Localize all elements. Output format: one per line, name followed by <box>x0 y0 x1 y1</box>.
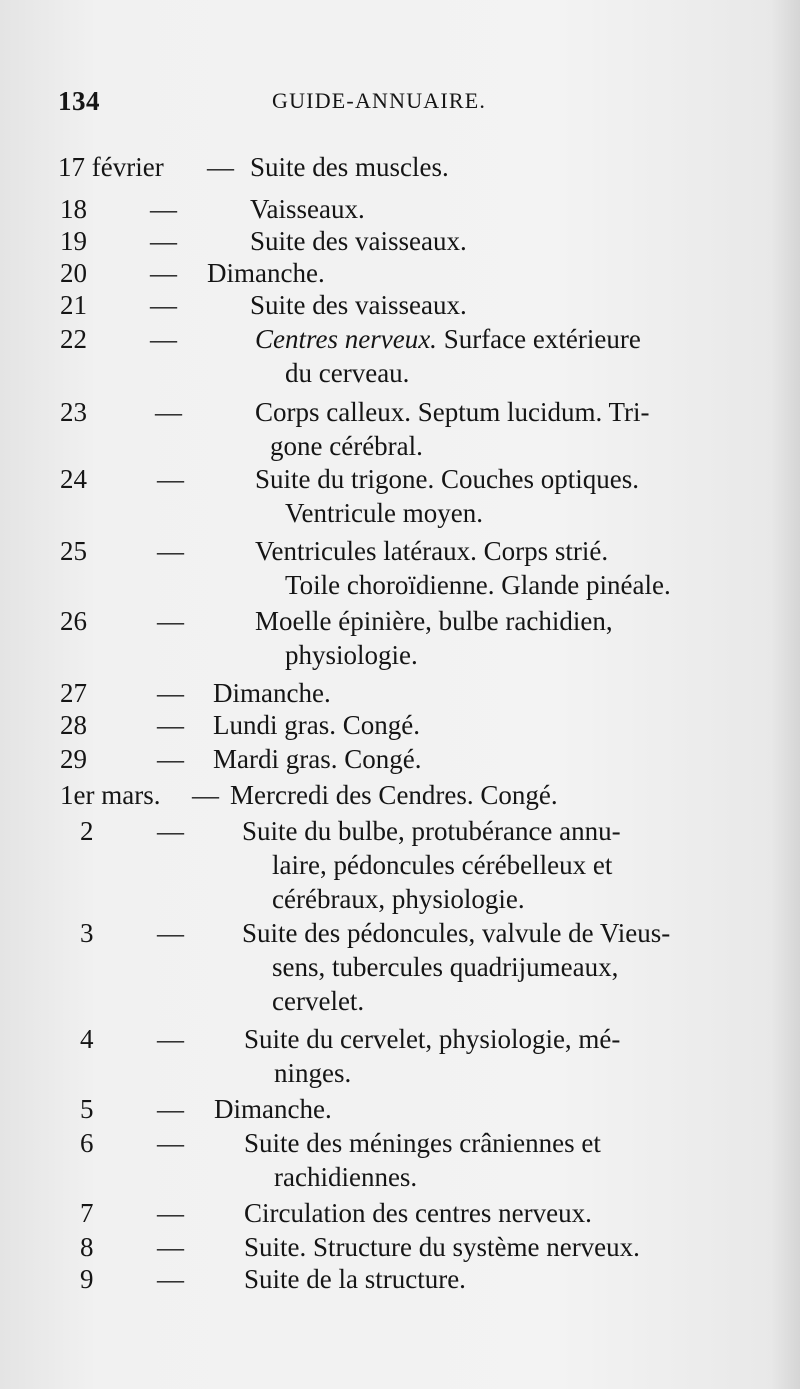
entry-date: 5 <box>80 1094 94 1124</box>
entry-line: du cerveau. <box>285 358 410 388</box>
entry-dash: — <box>157 816 184 846</box>
entry-date: 29 <box>60 744 87 774</box>
entry-date: 27 <box>60 678 87 708</box>
entry-line: Dimanche. <box>213 678 331 708</box>
entry-dash: — <box>157 1232 184 1262</box>
entry-line-italic: Centres nerveux. <box>255 324 437 354</box>
entry-dash: — <box>157 710 184 740</box>
entry-dash: — <box>157 1094 184 1124</box>
entry-dash: — <box>150 290 177 320</box>
entry-line: Ventricule moyen. <box>285 498 483 528</box>
entry-line: physiologie. <box>285 640 418 670</box>
entry-dash: — <box>150 226 177 256</box>
entry-date: 7 <box>80 1198 94 1228</box>
entry-line <box>255 322 641 356</box>
entry-date: 28 <box>60 710 87 740</box>
entry-line: Moelle épinière, bulbe rachidien, <box>255 606 613 636</box>
entry-line-rest: Surface extérieure <box>443 324 641 354</box>
entry-dash: — <box>157 678 184 708</box>
entry-dash: — <box>155 397 182 427</box>
entry-date: 24 <box>60 464 87 494</box>
entry-date: 2 <box>80 816 94 846</box>
entry-line: Suite des pédoncules, valvule de Vieus- <box>242 918 671 948</box>
entry-line: Suite des muscles. <box>250 152 449 182</box>
entry-dash: — <box>157 606 184 636</box>
entry-date: 22 <box>60 324 87 354</box>
entry-dash: — <box>157 536 184 566</box>
entry-line: Dimanche. <box>214 1094 332 1124</box>
entry-date: 21 <box>60 290 87 320</box>
entry-line: gone cérébral. <box>270 431 423 461</box>
entry-dash: — <box>157 1198 184 1228</box>
entry-line: Suite des vaisseaux. <box>250 226 467 256</box>
entry-line: Ventricules latéraux. Corps strié. <box>255 536 609 566</box>
entry-line: cervelet. <box>272 986 365 1016</box>
page-header <box>58 86 748 126</box>
entry-line: laire, pédoncules cérébelleux et <box>272 850 613 880</box>
running-title: GUIDE-ANNUAIRE. <box>272 88 487 113</box>
page-shadow <box>770 0 800 1389</box>
entry-dash: — <box>150 258 177 288</box>
entry-date: 23 <box>60 397 87 427</box>
entry-date: 3 <box>80 918 94 948</box>
entry-line: Mardi gras. Congé. <box>213 744 422 774</box>
entry-dash: — <box>157 744 184 774</box>
entry-date: 17 février <box>58 152 164 182</box>
entry-dash: — <box>150 324 177 354</box>
entry-dash: — <box>157 464 184 494</box>
entry-line: Corps calleux. Septum lucidum. Tri- <box>255 397 650 427</box>
entry-date: 18 <box>60 194 87 224</box>
entry-dash: — <box>157 1264 184 1294</box>
entry-date: 4 <box>80 1024 94 1054</box>
entry-line: Lundi gras. Congé. <box>213 710 420 740</box>
entry-line: Mercredi des Cendres. Congé. <box>230 780 558 810</box>
entry-dash: — <box>207 152 234 182</box>
entry-line: Vaisseaux. <box>250 194 365 224</box>
entry-line: Suite du trigone. Couches optiques. <box>255 464 639 494</box>
entry-line: Circulation des centres nerveux. <box>244 1198 592 1228</box>
entry-date: 9 <box>80 1264 94 1294</box>
entry-date: 19 <box>60 226 87 256</box>
entry-date: 26 <box>60 606 87 636</box>
entry-date: 1er mars. <box>60 780 161 810</box>
entry-line: cérébraux, physiologie. <box>272 884 525 914</box>
entry-line: rachidiennes. <box>274 1162 418 1192</box>
entry-dash: — <box>157 918 184 948</box>
entry-line: sens, tubercules quadrijumeaux, <box>272 952 619 982</box>
entry-line: Suite des vaisseaux. <box>250 290 467 320</box>
entry-line: Dimanche. <box>207 258 325 288</box>
entry-date: 25 <box>60 536 87 566</box>
entry-line: ninges. <box>274 1058 352 1088</box>
page-number: 134 <box>58 86 100 116</box>
entry-line: Suite du cervelet, physiologie, mé- <box>244 1024 621 1054</box>
entry-dash: — <box>192 780 219 810</box>
entry-date: 8 <box>80 1232 94 1262</box>
entry-date: 6 <box>80 1128 94 1158</box>
entry-line: Suite du bulbe, protubérance annu- <box>242 816 621 846</box>
entry-line: Suite de la structure. <box>244 1264 466 1294</box>
entry-dash: — <box>157 1128 184 1158</box>
entry-line: Suite des méninges crâniennes et <box>244 1128 601 1158</box>
entry-line: Toile choroïdienne. Glande pinéale. <box>285 570 671 600</box>
entry-date: 20 <box>60 258 87 288</box>
entry-dash: — <box>150 194 177 224</box>
entry-line: Suite. Structure du système nerveux. <box>244 1232 640 1262</box>
entry-dash: — <box>157 1024 184 1054</box>
